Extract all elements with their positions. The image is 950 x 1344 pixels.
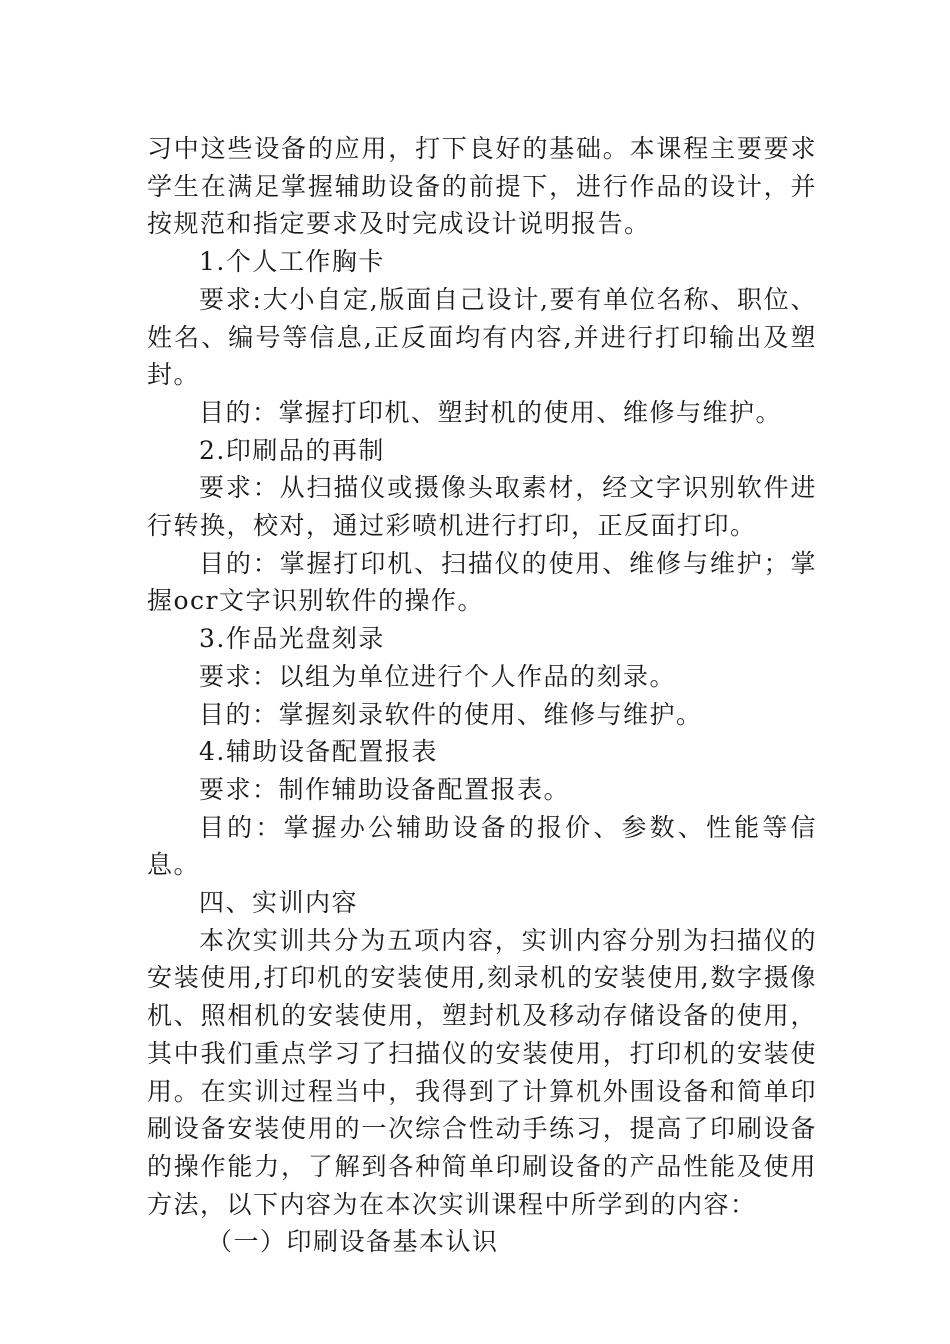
subsection-heading-1: （一）印刷设备基本认识 bbox=[207, 1227, 499, 1257]
item-heading-4: 4.辅助设备配置报表 bbox=[199, 737, 438, 767]
item-2-purpose: 目的：掌握打印机、扫描仪的使用、维修与维护；掌握ocr文字识别软件的操作。 bbox=[147, 548, 817, 616]
item-3-purpose: 目的：掌握刻录软件的使用、维修与维护。 bbox=[199, 699, 703, 729]
item-heading-2: 2.印刷品的再制 bbox=[199, 435, 385, 465]
document-body bbox=[147, 130, 817, 1261]
training-content-paragraph: 本次实训共分为五项内容，实训内容分别为扫描仪的安装使用,打印机的安装使用,刻录机的安装使用,数字摄像机、照相机的安装使用，塑封机及移动存储设备的使用，其中我们重点学习了扫描仪的安装使用，打印机的安装使用。在实训过程当中，我得到了计算机外围设备和简单印刷设备安装使用的一次综合性动手练习，提高了印刷设备的操作能力，了解到各种简单印刷设备的产品性能及使用方法，以下内容为在本次实训课程中所学到的内容： bbox=[147, 925, 817, 1219]
section-heading-4: 四、实训内容 bbox=[199, 888, 359, 918]
item-4-purpose: 目的：掌握办公辅助设备的报价、参数、性能等信息。 bbox=[147, 812, 817, 880]
paragraph-intro-continuation: 习中这些设备的应用，打下良好的基础。本课程主要要求学生在满足掌握辅助设备的前提下，进行作品的设计，并按规范和指定要求及时完成设计说明报告。 bbox=[147, 134, 817, 239]
item-1-purpose: 目的：掌握打印机、塑封机的使用、维修与维护。 bbox=[199, 397, 783, 427]
item-heading-1: 1.个人工作胸卡 bbox=[199, 247, 385, 277]
item-1-requirement: 要求:大小自定,版面自己设计,要有单位名称、职位、姓名、编号等信息,正反面均有内容,并进行打印输出及塑封。 bbox=[147, 284, 817, 390]
item-heading-3: 3.作品光盘刻录 bbox=[199, 624, 385, 654]
item-3-requirement: 要求：以组为单位进行个人作品的刻录。 bbox=[199, 661, 677, 691]
item-2-requirement: 要求：从扫描仪或摄像头取素材，经文字识别软件进行转换，校对，通过彩喷机进行打印，正反面打印。 bbox=[147, 473, 817, 541]
item-4-requirement: 要求：制作辅助设备配置报表。 bbox=[199, 774, 571, 804]
